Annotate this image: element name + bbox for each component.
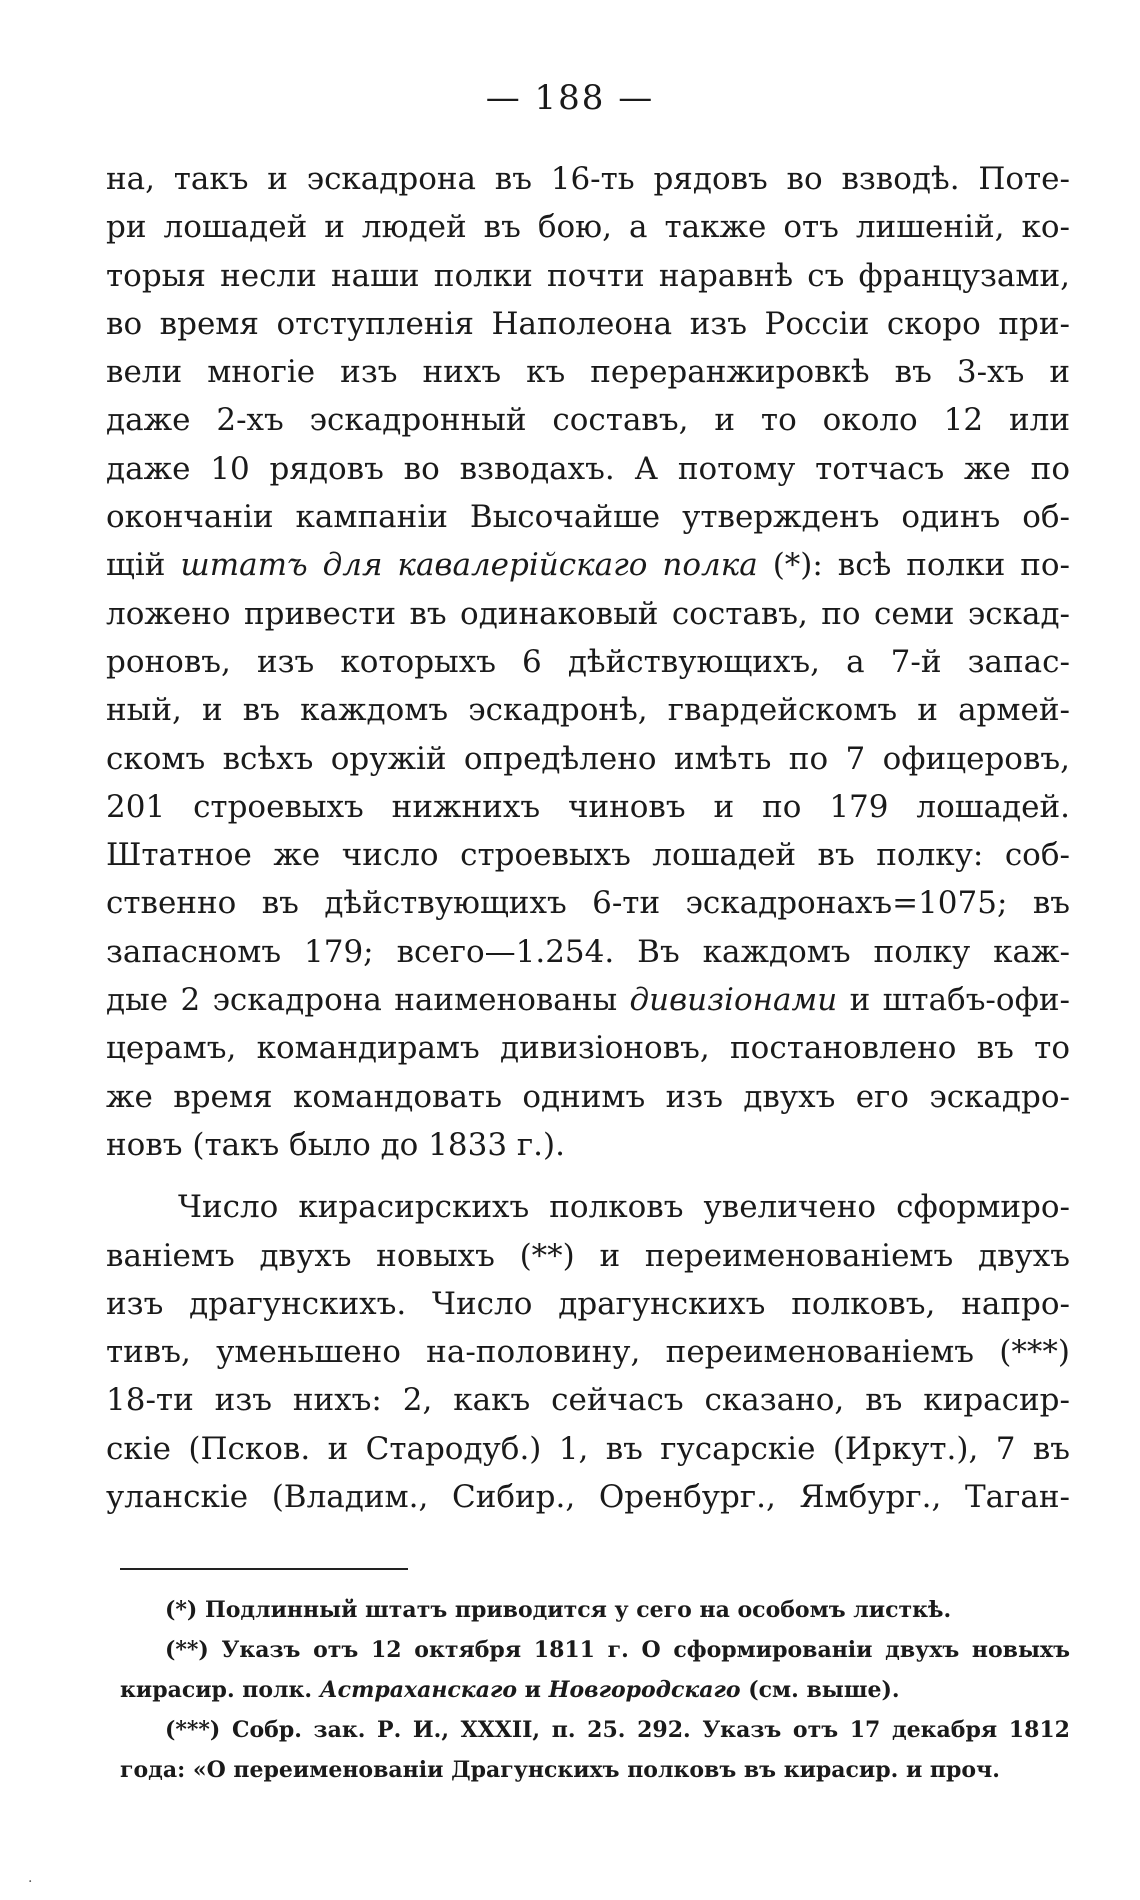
italic-term: дивизіонами <box>629 982 838 1019</box>
scan-mark: · <box>28 1874 33 1890</box>
text-line: ваніемъ двухъ новыхъ (**) и переименованіемъ двухъ <box>106 1237 1070 1274</box>
text-line: 201 строевыхъ нижнихъ чиновъ и по 179 лошадей. <box>106 788 1070 825</box>
text-fragment: щій <box>106 547 166 584</box>
text-line <box>106 541 1070 589</box>
footnote-2: (**) Указъ отъ 12 октября 1811 г. О сформированіи двухъ новыхъ <box>165 1637 1070 1663</box>
text-fragment: дые 2 эскадрона наименованы <box>106 982 618 1019</box>
text-line: вели многіе изъ нихъ къ переранжировкѣ въ 3-хъ и <box>106 354 1070 391</box>
text-line: Число кирасирскихъ полковъ увеличено сформиро- <box>178 1189 1070 1226</box>
main-text <box>106 155 1070 1521</box>
italic-term: штатъ для кавалерійскаго полка <box>180 547 758 584</box>
text-line: даже 2-хъ эскадронный составъ, и то около 12 или <box>106 402 1070 439</box>
footnote-3: (***) Собр. зак. Р. И., XXXII, п. 25. 292. Указъ отъ 17 декабря 1812 <box>165 1717 1070 1743</box>
text-line: изъ драгунскихъ. Число драгунскихъ полковъ, напро- <box>106 1285 1070 1322</box>
text-fragment: и <box>524 1677 541 1703</box>
text-line: торыя несли наши полки почти наравнѣ съ французами, <box>106 257 1070 294</box>
text-line <box>106 976 1070 1024</box>
text-line: запасномъ 179; всего—1.254. Въ каждомъ полку каж- <box>106 933 1070 970</box>
text-fragment: кирасир. полк. <box>120 1677 313 1703</box>
text-line: уланскіе (Владим., Сибир., Оренбург., Ямбург., Таган- <box>106 1479 1070 1516</box>
text-fragment: (см. выше). <box>748 1677 900 1703</box>
text-fragment: (*): всѣ полки по- <box>772 547 1070 584</box>
text-line: ный, и въ каждомъ эскадронѣ, гвардейскомъ и армей- <box>106 692 1070 729</box>
text-line: скомъ всѣхъ оружій опредѣлено имѣть по 7 офицеровъ, <box>106 740 1070 777</box>
text-line: же время командовать однимъ изъ двухъ его эскадро- <box>106 1078 1070 1115</box>
text-line: на, такъ и эскадрона въ 16-ть рядовъ во взводѣ. Поте- <box>106 161 1070 197</box>
italic-term: Астраханскаго <box>319 1677 517 1703</box>
page-number: — 188 — <box>485 78 655 118</box>
footnote-2-cont <box>120 1670 1070 1710</box>
text-line: новъ (такъ было до 1833 г.). <box>106 1126 565 1163</box>
text-fragment: и штабъ-офи- <box>849 982 1070 1019</box>
text-line: окончаніи кампаніи Высочайше утвержденъ одинъ об- <box>106 499 1070 536</box>
text-line: Штатное же число строевыхъ лошадей въ полку: соб- <box>106 837 1070 874</box>
italic-term: Новгородскаго <box>548 1677 741 1703</box>
footnote-3-cont: года: «О переименованіи Драгунскихъ полковъ въ кирасир. и проч. <box>120 1757 1000 1783</box>
text-line: ложено привести въ одинаковый составъ, по семи эскад- <box>106 595 1070 632</box>
text-line: даже 10 рядовъ во взводахъ. А потому тотчасъ же по <box>106 450 1070 487</box>
text-line: роновъ, изъ которыхъ 6 дѣйствующихъ, а 7-й запас- <box>106 643 1070 680</box>
text-line: ри лошадей и людей въ бою, а также отъ лишеній, ко- <box>106 209 1070 246</box>
text-line: 18-ти изъ нихъ: 2, какъ сейчасъ сказано, въ кирасир- <box>106 1382 1070 1419</box>
footnotes <box>120 1590 1070 1790</box>
footnote-1: (*) Подлинный штатъ приводится у сего на особомъ листкѣ. <box>165 1597 952 1623</box>
text-line: церамъ, командирамъ дивизіоновъ, постановлено въ то <box>106 1030 1070 1067</box>
text-line: скіе (Псков. и Стародуб.) 1, въ гусарскіе (Иркут.), 7 въ <box>106 1430 1070 1467</box>
text-line: во время отступленія Наполеона изъ Россіи скоро при- <box>106 305 1070 342</box>
footnote-rule <box>120 1568 408 1570</box>
text-line: ственно въ дѣйствующихъ 6-ти эскадронахъ=1075; въ <box>106 885 1070 922</box>
text-line: тивъ, уменьшено на-половину, переименованіемъ (***) <box>106 1334 1070 1371</box>
